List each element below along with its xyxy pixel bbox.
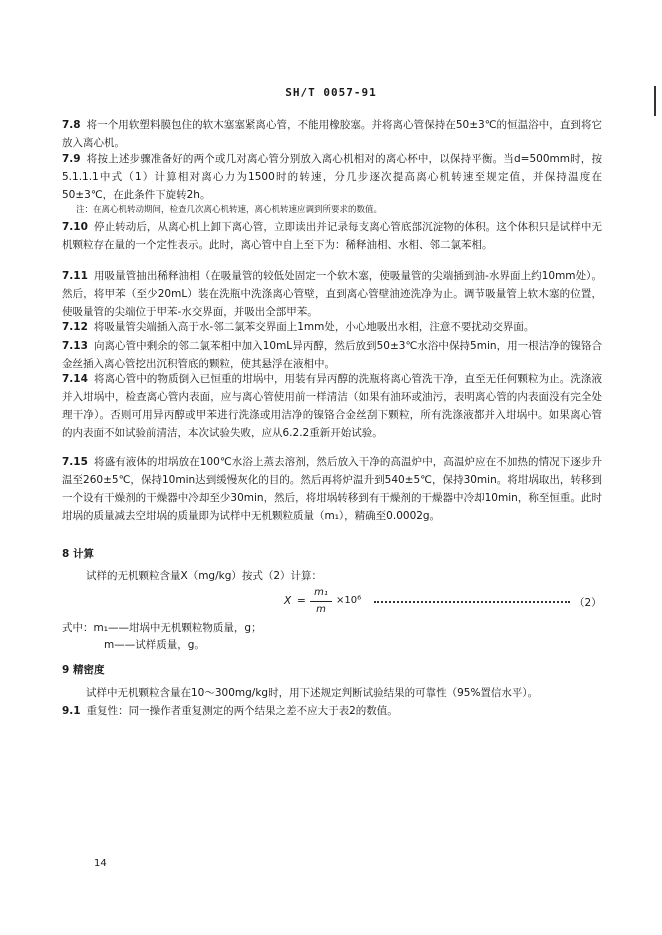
clause-number: 7.14	[62, 373, 88, 385]
formula-denominator: m	[316, 604, 326, 615]
clause-7-14	[62, 370, 602, 442]
clause-number: 7.9	[62, 153, 81, 165]
clause-text: 用吸量管抽出稀释油相（在吸量管的较低处固定一个软木塞，使吸量管的尖端插到油-水界面上约10mm处）。然后，将甲苯（至少20mL）装在洗瓶中洗涤离心管壁，直到离心管壁油迹洗净为止。调节吸量管上软木塞的位置，使吸量管的尖端位于甲苯-水交界面，并吸出全部甲苯。	[62, 270, 602, 318]
section-8-title: 8 计算	[62, 548, 94, 560]
clause-number: 7.13	[62, 340, 88, 352]
formula-number: （2）	[574, 597, 602, 609]
page-number: 14	[94, 858, 107, 869]
note: 注：在离心机转动期间，检查几次离心机转速，离心机转速应调到所要求的数值。	[76, 205, 383, 215]
formula-numerator: m₁	[314, 587, 328, 598]
clause-text: 将盛有液体的坩埚放在100℃水浴上蒸去溶剂，然后放入干净的高温炉中，高温炉应在不加热的情况下逐步升温至260±5℃，保持10min达到缓慢灰化的目的。然后再将炉温升到540±5℃，保持30min。将坩埚取出，转移到一个设有干燥剂的干燥器中冷却至少30min，然后，将坩埚转移到有干燥剂的干燥器中冷却10min，称至恒重。此时坩埚的质量减去空坩埚的质量即为试样中无机颗粒质量（m₁），精确至0.0002g。	[62, 456, 602, 522]
clause-7-8	[62, 116, 602, 152]
section-9-title: 9 精密度	[62, 664, 105, 676]
clause-number: 7.11	[62, 270, 88, 282]
section-9-intro: 试样中无机颗粒含量在10～300mg/kg时，用下述规定判断试验结果的可靠性（95%置信水平）。	[86, 687, 539, 699]
clause-number: 7.8	[62, 119, 81, 131]
formula-lhs: X	[284, 595, 292, 607]
clause-text: 将按上述步骤准备好的两个或几对离心管分别放入离心机相对的离心杯中，以保持平衡。当d=500mm时，按5.1.1.1中式（1）计算相对离心力为1500时的转速，分几步逐次提高离心机转速至规定值，并保持温度在50±3℃，在此条件下旋转2h。	[62, 153, 602, 201]
clause-text: 重复性：同一操作者重复测定的两个结果之差不应大于表2的数值。	[86, 705, 398, 717]
clause-number: 7.12	[62, 321, 88, 333]
fraction-bar	[310, 601, 332, 602]
formula-multiplier: ×10⁶	[336, 595, 362, 606]
clause-7-9	[62, 150, 602, 204]
clause-text: 将离心管中的物质倒入已恒重的坩埚中，用装有异丙醇的洗瓶将离心管洗干净，直至无任何颗粒为止。洗涤液并入坩埚中，检查离心管内表面，应与离心管使用前一样清洁（如果有油环或油污，表明离心管的内表面没有完全处理干净）。否则可用异丙醇或甲苯进行洗涤或用洁净的镍铬合金丝刮下颗粒，所有洗涤液都并入坩埚中。如果离心管的内表面不如试验前清洁，本次试验失败，应从6.2.2重新开始试验。	[62, 373, 602, 439]
document-header: SH/T 0057-91	[285, 86, 377, 99]
formula-2	[284, 586, 602, 620]
clause-number: 9.1	[62, 705, 81, 717]
where-label: 式中：	[62, 622, 94, 634]
where-m: m——试样质量，g。	[104, 639, 205, 651]
clause-7-10	[62, 218, 602, 254]
clause-7-12	[62, 318, 602, 336]
clause-number: 7.10	[62, 221, 88, 233]
clause-number: 7.15	[62, 456, 88, 468]
clause-7-15	[62, 453, 602, 525]
margin-mark	[654, 86, 656, 116]
formula-where	[62, 620, 262, 637]
where-m1: m₁——坩埚中无机颗粒物质量，g；	[93, 622, 262, 634]
section-8-intro: 试样的无机颗粒含量X（mg/kg）按式（2）计算：	[86, 570, 323, 582]
clause-text: 停止转动后，从离心机上卸下离心管，立即读出并记录每支离心管底部沉淀物的体积。这个体积只是试样中无机颗粒存在量的一个定性表示。此时，离心管中自上至下为：稀释油相、水相、邻二氯苯相。	[62, 221, 602, 251]
formula-fraction	[310, 586, 332, 617]
clause-9-1	[62, 702, 602, 720]
clause-text: 将一个用软塑料膜包住的软木塞塞紧离心管，不能用橡胶塞。并将离心管保持在50±3℃的恒温浴中，直到将它放入离心机。	[62, 119, 602, 149]
clause-text: 将吸量管尖端插入高于水-邻二氯苯交界面上1mm处，小心地吸出水相，注意不要扰动交界面。	[93, 321, 535, 333]
leader-dots	[374, 601, 570, 603]
clause-7-13	[62, 337, 602, 373]
clause-text: 向离心管中剩余的邻二氯苯相中加入10mL异丙醇，然后放到50±3℃水浴中保持5min，用一根洁净的镍铬合金丝插入离心管挖出沉积管底的颗粒，使其悬浮在液相中。	[62, 340, 602, 370]
clause-7-11	[62, 267, 602, 321]
formula-equals: =	[297, 595, 306, 607]
